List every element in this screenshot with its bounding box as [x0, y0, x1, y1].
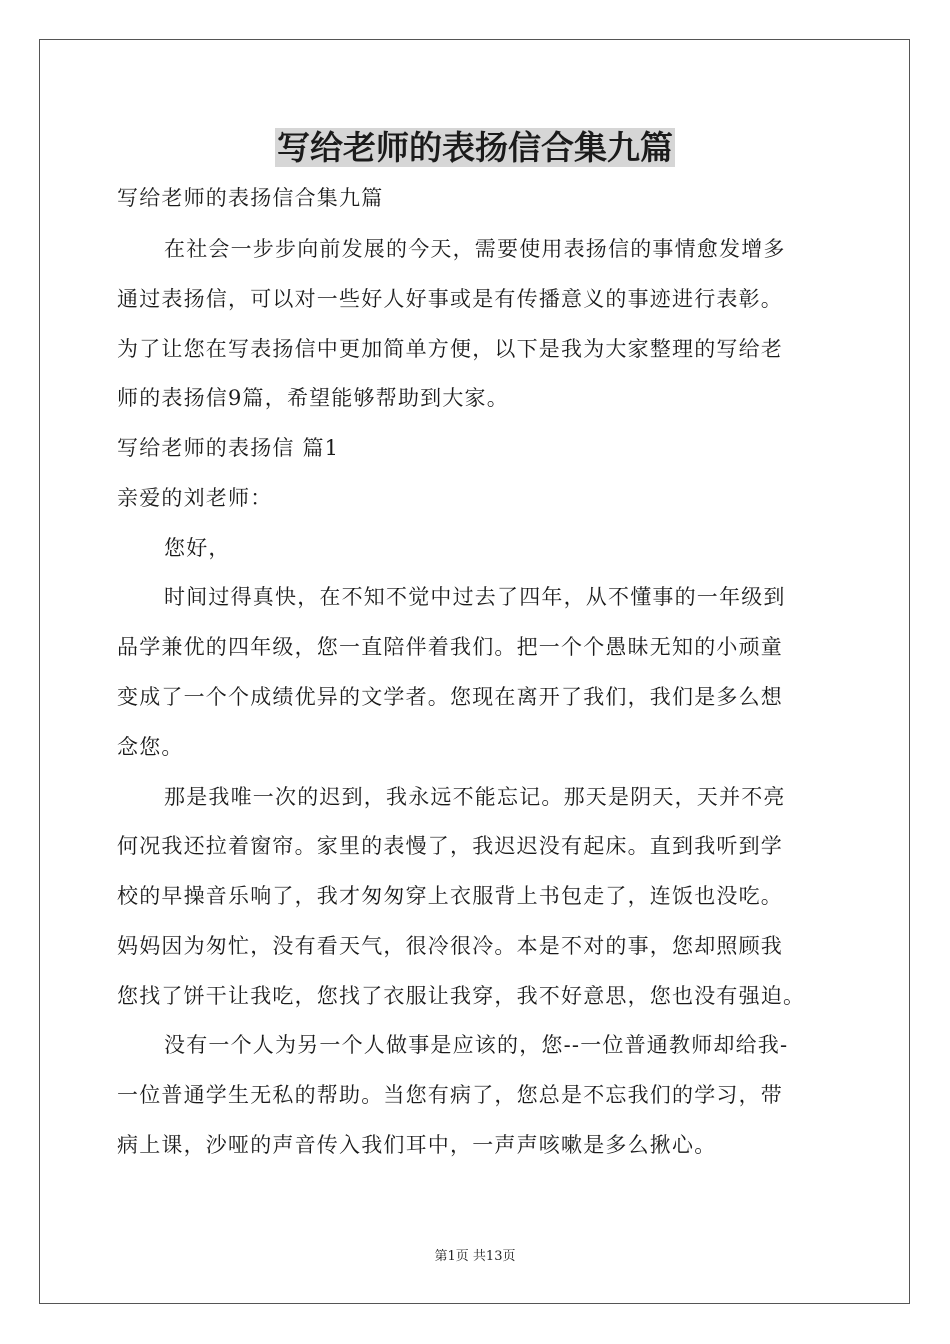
body-line: 没有一个人为另一个人做事是应该的，您--一位普通教师却给我- [164, 1033, 789, 1057]
body-line: 病上课，沙哑的声音传入我们耳中，一声声咳嗽是多么揪心。 [117, 1133, 717, 1157]
body-line: 通过表扬信，可以对一些好人好事或是有传播意义的事迹进行表彰。 [117, 287, 783, 311]
subtitle-line: 写给老师的表扬信合集九篇 [117, 186, 384, 210]
body-line: 品学兼优的四年级，您一直陪伴着我们。把一个个愚昧无知的小顽童 [117, 635, 783, 659]
page-frame [39, 39, 910, 1304]
body-line: 何况我还拉着窗帘。家里的表慢了，我迟迟没有起床。直到我听到学 [117, 834, 783, 858]
body-line: 时间过得真快，在不知不觉中过去了四年，从不懂事的一年级到 [164, 585, 786, 609]
body-line: 妈妈因为匆忙，没有看天气，很冷很冷。本是不对的事，您却照顾我 [117, 934, 783, 958]
salutation: 亲爱的刘老师： [117, 486, 273, 510]
body-line: 为了让您在写表扬信中更加简单方便，以下是我为大家整理的写给老 [117, 337, 783, 361]
document-title [0, 124, 950, 172]
page-footer: 第1页 共13页 [434, 1249, 516, 1264]
section-heading: 写给老师的表扬信 篇1 [117, 436, 340, 460]
body-line: 师的表扬信9篇，希望能够帮助到大家。 [117, 386, 509, 410]
greeting: 您好， [164, 536, 231, 560]
body-line: 在社会一步步向前发展的今天，需要使用表扬信的事情愈发增多 [164, 237, 786, 261]
body-line: 念您。 [117, 735, 184, 759]
document-title-text: 写给老师的表扬信合集九篇 [277, 128, 673, 167]
body-line: 那是我唯一次的迟到，我永远不能忘记。那天是阴天，天并不亮 [164, 785, 786, 809]
body-line: 一位普通学生无私的帮助。当您有病了，您总是不忘我们的学习，带 [117, 1083, 783, 1107]
body-line: 变成了一个个成绩优异的文学者。您现在离开了我们，我们是多么想 [117, 685, 783, 709]
body-line: 您找了饼干让我吃，您找了衣服让我穿，我不好意思，您也没有强迫。 [117, 984, 806, 1008]
body-line: 校的早操音乐响了，我才匆匆穿上衣服背上书包走了，连饭也没吃。 [117, 884, 783, 908]
